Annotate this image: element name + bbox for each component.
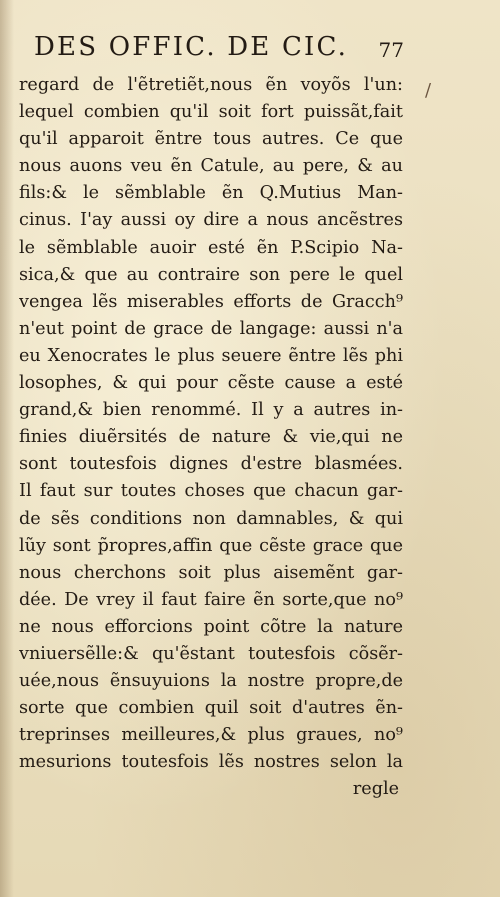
text-line: mesurions toutesfois lẽs nostres selon la — [19, 752, 403, 773]
text-line: ne nous efforcions point cõtre la nature — [19, 616, 403, 637]
page-header — [34, 32, 404, 62]
running-head: DES OFFIC. DE CIC. — [34, 32, 349, 62]
body-text — [19, 72, 403, 804]
text-line: Il faut sur toutes choses que chacun gar- — [19, 481, 403, 502]
text-line: lũy sont p̃ropres,affin que cẽste grace que — [19, 535, 403, 556]
text-line: cinus. I'ay aussi oy dire a nous ancẽstres — [19, 210, 403, 231]
text-line: vniuersẽlle:& qu'ẽstant toutesfois cõsẽr- — [19, 643, 403, 664]
text-line: vengea lẽs miserables efforts de Gracch⁹ — [19, 291, 403, 312]
text-line: regard de l'ẽtretiẽt,nous ẽn voyõs l'un: — [19, 75, 403, 95]
text-line: sont toutesfois dignes d'estre blasmées. — [19, 454, 403, 475]
text-line: n'eut point de grace de langage: aussi n'a — [19, 318, 403, 339]
text-line: treprinses meilleures,& plus graues, no⁹ — [19, 725, 403, 746]
text-line: le sẽmblable auoir esté ẽn P.Scipio Na- — [19, 237, 403, 258]
text-line: grand,& bien renommé. Il y a autres in- — [19, 400, 403, 421]
text-line: fils:& le sẽmblable ẽn Q.Mutius Man- — [19, 183, 403, 204]
margin-mark: / — [425, 80, 432, 101]
text-line: qu'il apparoit ẽntre tous autres. Ce que — [19, 129, 403, 150]
text-line: dée. De vrey il faut faire ẽn sorte,que no⁹ — [19, 589, 403, 610]
text-line: nous auons veu ẽn Catule, au pere, & au — [19, 156, 403, 177]
text-line: finies diuẽrsités de nature & vie,qui ne — [19, 427, 403, 448]
catchword: regle — [352, 779, 399, 800]
text-line: eu Xenocrates le plus seuere ẽntre lẽs phi — [19, 345, 403, 366]
text-line: lequel combien qu'il soit fort puissãt,fait — [19, 102, 403, 123]
text-line: de sẽs conditions non damnables, & qui — [19, 508, 403, 529]
text-line: sica,& que au contraire son pere le quel — [19, 264, 403, 285]
text-line: losophes, & qui pour cẽste cause a esté — [19, 373, 403, 394]
gutter-shadow — [0, 0, 14, 897]
text-line: sorte que combien quil soit d'autres ẽn- — [19, 698, 403, 719]
page-number: 77 — [378, 38, 404, 62]
text-line: uée,nous ẽnsuyuions la nostre propre,de — [19, 671, 403, 692]
text-line: nous cherchons soit plus aisemẽnt gar- — [19, 562, 403, 583]
